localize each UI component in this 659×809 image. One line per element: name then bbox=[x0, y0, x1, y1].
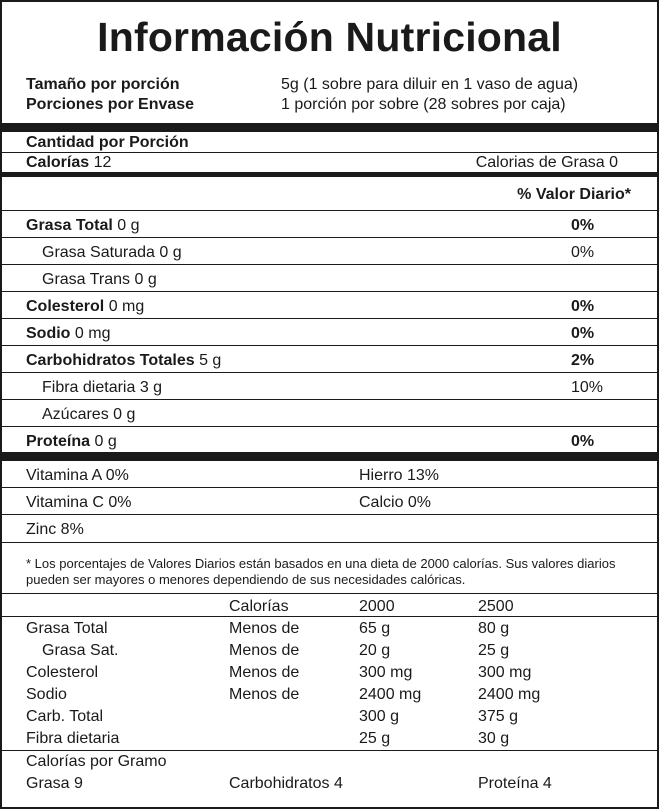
nutrient-dv: 0% bbox=[571, 433, 595, 450]
reference-header-2500: 2500 bbox=[478, 598, 514, 615]
medium-divider bbox=[2, 172, 657, 177]
nutrient-dv: 0% bbox=[571, 298, 595, 315]
nutrient-trans-fat bbox=[42, 271, 157, 289]
reference-row-2500: 80 g bbox=[478, 620, 510, 637]
fat-calories: Calorias de Grasa 0 bbox=[475, 154, 618, 171]
reference-header-2000: 2000 bbox=[359, 598, 395, 615]
nutrient-amount: 0 mg bbox=[74, 325, 111, 342]
nutrient-total-fat bbox=[26, 217, 140, 235]
reference-row-2500: 375 g bbox=[478, 708, 519, 725]
divider bbox=[2, 318, 657, 319]
reference-row-2000: 65 g bbox=[359, 620, 391, 637]
vitamin-c: Vitamina C 0% bbox=[26, 494, 132, 511]
nutrient-dv: 2% bbox=[571, 352, 595, 369]
reference-row-2500: 30 g bbox=[478, 730, 510, 747]
calories-label: Calorías bbox=[26, 154, 90, 171]
daily-value-footnote: * Los porcentajes de Valores Diarios están basados en una dieta de 2000 calorías. Sus valores diarios pueden ser mayores o menores dependiendo de sus necesidades calóricas. bbox=[26, 556, 616, 587]
nutrient-amount: 0 g bbox=[159, 244, 182, 261]
nutrient-amount: 5 g bbox=[199, 352, 222, 369]
nutrient-dv: 0% bbox=[571, 217, 595, 234]
nutrient-amount: 0 g bbox=[134, 271, 157, 288]
nutrient-name: Proteína bbox=[26, 433, 91, 450]
servings-per-container-label: Porciones por Envase bbox=[26, 96, 195, 113]
nutrient-name: Grasa Trans bbox=[42, 271, 131, 288]
mineral-iron: Hierro 13% bbox=[359, 467, 440, 484]
nutrient-dv: 10% bbox=[571, 379, 604, 396]
nutrient-fiber bbox=[42, 379, 162, 397]
reference-row-name: Sodio bbox=[26, 686, 67, 703]
divider bbox=[2, 372, 657, 373]
divider bbox=[2, 152, 657, 153]
reference-row-name: Fibra dietaria bbox=[26, 730, 120, 747]
calories-row bbox=[26, 154, 111, 172]
nutrient-name: Grasa Saturada bbox=[42, 244, 155, 261]
nutrient-amount: 3 g bbox=[139, 379, 163, 396]
nutrient-name: Azúcares bbox=[42, 406, 109, 423]
nutrient-cholesterol bbox=[26, 298, 144, 316]
divider bbox=[2, 426, 657, 427]
nutrient-amount: 0 g bbox=[117, 217, 140, 234]
nutrient-dv: 0% bbox=[571, 244, 595, 261]
reference-header-calories: Calorías bbox=[229, 598, 289, 615]
divider bbox=[2, 399, 657, 400]
nutrient-dv: 0% bbox=[571, 325, 595, 342]
mineral-zinc: Zinc 8% bbox=[26, 521, 84, 538]
label-title: Información Nutricional bbox=[97, 14, 562, 60]
nutrient-name: Fibra dietaria bbox=[42, 379, 136, 396]
nutrient-protein bbox=[26, 433, 117, 451]
nutrient-name: Colesterol bbox=[26, 298, 105, 315]
serving-size-value: 5g (1 sobre para diluir en 1 vaso de agua) bbox=[281, 76, 579, 93]
calories-per-gram-fat: Grasa 9 bbox=[26, 775, 83, 792]
reference-row-2000: 300 g bbox=[359, 708, 400, 725]
calories-per-gram-protein: Proteína 4 bbox=[478, 775, 552, 792]
vitamin-a: Vitamina A 0% bbox=[26, 467, 129, 484]
reference-row-2500: 25 g bbox=[478, 642, 510, 659]
reference-row-qualifier: Menos de bbox=[229, 642, 300, 659]
divider bbox=[2, 264, 657, 265]
reference-row-2000: 20 g bbox=[359, 642, 391, 659]
reference-row-2000: 2400 mg bbox=[359, 686, 422, 703]
nutrient-name: Carbohidratos Totales bbox=[26, 352, 195, 369]
daily-value-header: % Valor Diario* bbox=[517, 186, 631, 203]
divider bbox=[2, 514, 657, 515]
reference-row-qualifier: Menos de bbox=[229, 620, 300, 637]
divider bbox=[2, 616, 657, 617]
thick-divider bbox=[2, 123, 657, 132]
divider bbox=[2, 750, 657, 751]
divider bbox=[2, 210, 657, 211]
reference-row-2500: 300 mg bbox=[478, 664, 532, 681]
reference-row-name: Grasa Sat. bbox=[42, 642, 119, 659]
nutrient-name: Grasa Total bbox=[26, 217, 113, 234]
thick-divider bbox=[2, 452, 657, 461]
divider bbox=[2, 345, 657, 346]
reference-row-name: Colesterol bbox=[26, 664, 99, 681]
servings-per-container-value: 1 porción por sobre (28 sobres por caja) bbox=[281, 96, 566, 113]
calories-per-gram-label: Calorías por Gramo bbox=[26, 753, 167, 770]
nutrient-amount: 0 g bbox=[94, 433, 117, 450]
reference-row-qualifier: Menos de bbox=[229, 664, 300, 681]
divider bbox=[2, 291, 657, 292]
amount-per-serving: Cantidad por Porción bbox=[26, 134, 189, 151]
divider bbox=[2, 593, 657, 594]
reference-row-name: Carb. Total bbox=[26, 708, 104, 725]
reference-row-2000: 25 g bbox=[359, 730, 391, 747]
calories-value: 12 bbox=[93, 154, 112, 171]
divider bbox=[2, 542, 657, 543]
nutrient-amount: 0 mg bbox=[108, 298, 145, 315]
reference-row-2500: 2400 mg bbox=[478, 686, 541, 703]
nutrient-saturated-fat bbox=[42, 244, 182, 262]
nutrient-total-carbs bbox=[26, 352, 221, 370]
nutrient-sodium bbox=[26, 325, 110, 343]
calories-per-gram-carbs: Carbohidratos 4 bbox=[229, 775, 343, 792]
serving-size-label: Tamaño por porción bbox=[26, 76, 180, 93]
nutrient-sugars bbox=[42, 406, 135, 424]
reference-row-2000: 300 mg bbox=[359, 664, 413, 681]
nutrient-amount: 0 g bbox=[113, 406, 136, 423]
divider bbox=[2, 237, 657, 238]
divider bbox=[2, 487, 657, 488]
nutrient-name: Sodio bbox=[26, 325, 71, 342]
reference-row-qualifier: Menos de bbox=[229, 686, 300, 703]
reference-row-name: Grasa Total bbox=[26, 620, 108, 637]
mineral-calcium: Calcio 0% bbox=[359, 494, 432, 511]
